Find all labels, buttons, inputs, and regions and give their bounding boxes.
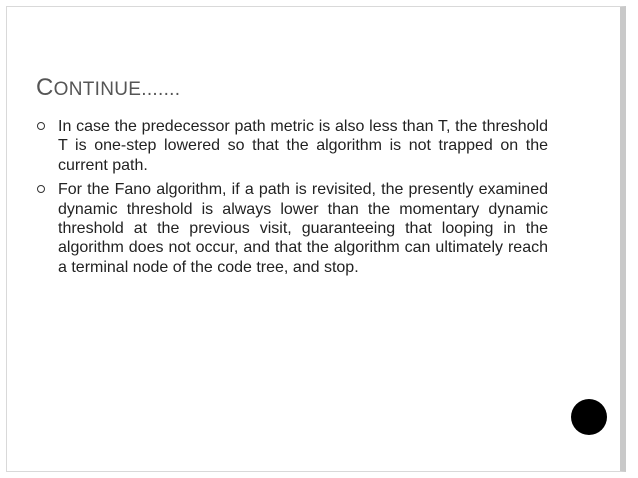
- bullet-item: [36, 180, 548, 277]
- title-first-letter: C: [36, 74, 54, 101]
- slide-title: [36, 66, 180, 103]
- hollow-circle-bullet-icon: [37, 185, 45, 193]
- title-suffix: .......: [141, 79, 181, 100]
- bullet-text: For the Fano algorithm, if a path is revisited, the presently examined dynamic threshold is always lower than the momentary dynamic threshold at the previous visit, guaranteeing that looping in the algorithm does not occur, and that the algorithm can ultimately reach a terminal node of the code tree, and stop.: [58, 181, 548, 276]
- bullet-text: In case the predecessor path metric is also less than T, the threshold T is one-step lowered so that the algorithm is not trapped on the current path.: [58, 118, 548, 174]
- decorative-black-circle: [571, 399, 607, 435]
- bullet-list: [36, 117, 548, 282]
- hollow-circle-bullet-icon: [37, 122, 45, 130]
- title-rest: ONTINUE: [53, 79, 142, 100]
- bullet-item: [36, 117, 548, 175]
